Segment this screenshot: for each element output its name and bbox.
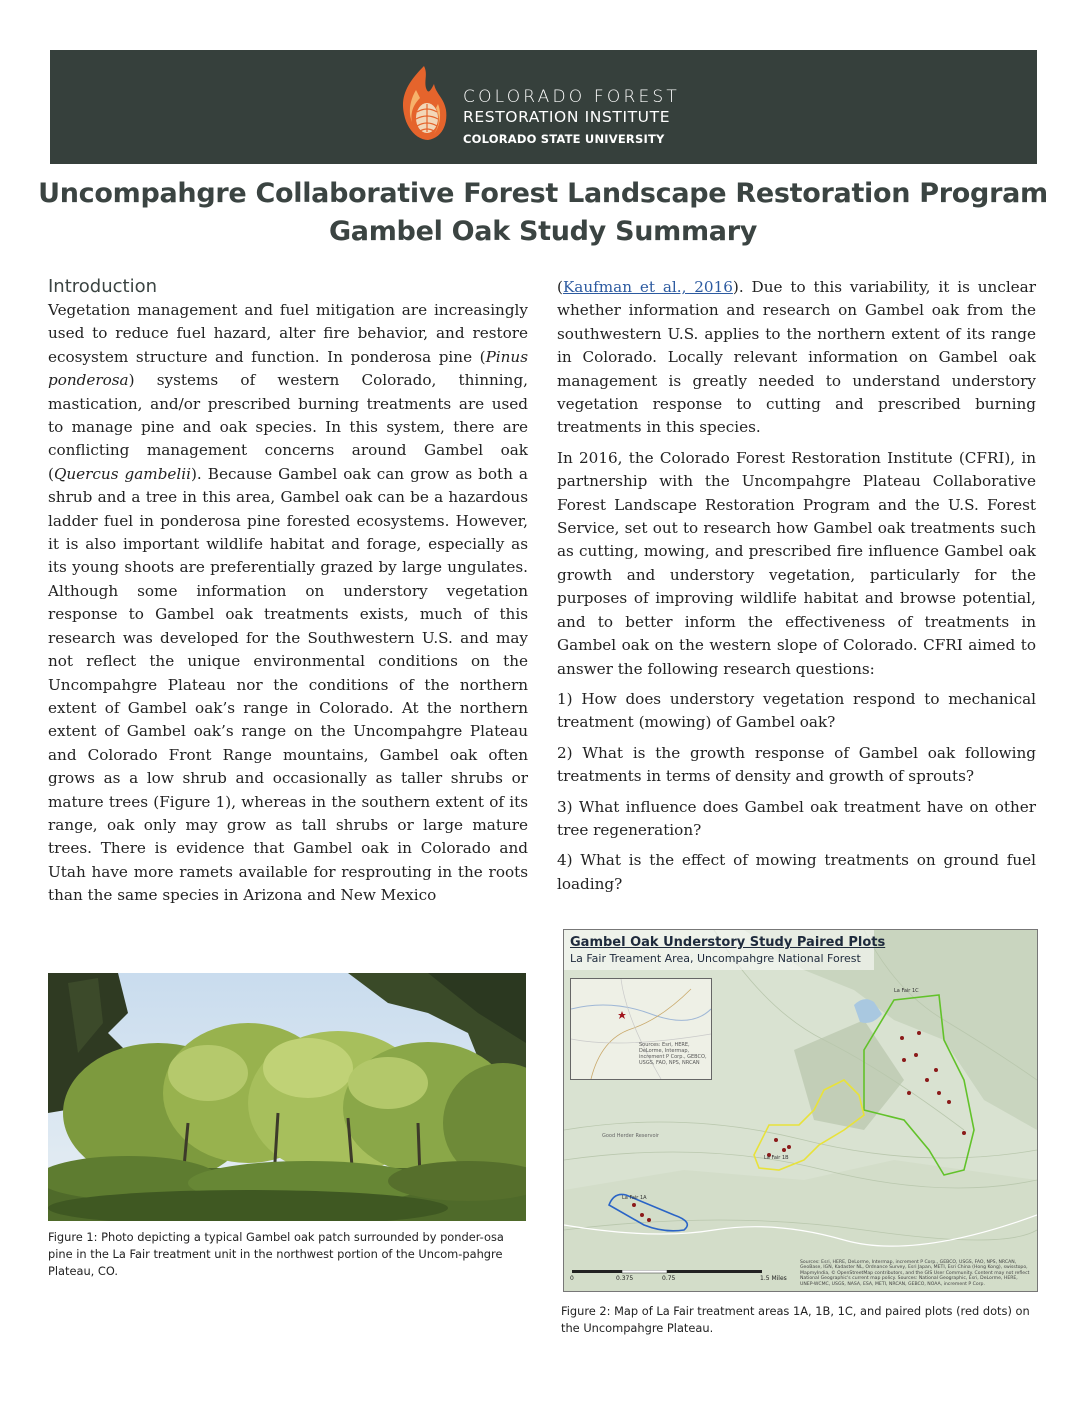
- intro-text-segment: ). Due to this variability, it is unclear whether information and research on Gambel oak from the southwestern U.S. applies to the northern extent of its range in Colorado. Locally relevant information on Gambel oak management is greatly needed to understand understory vegetation response to cutting and prescribed burning treatments in this species.: [557, 278, 1036, 437]
- research-question-4: 4) What is the effect of mowing treatments on ground fuel loading?: [557, 851, 1036, 893]
- figure-1-caption: Figure 1: Photo depicting a typical Gambel oak patch surrounded by ponder-osa pine in the La Fair treatment unit in the northwest portion of the Uncom-pahgre Plateau, CO.: [48, 1230, 504, 1278]
- intro-paragraph-2: In 2016, the Colorado Forest Restoration Institute (CFRI), in partnership with the Uncompahgre Plateau Collaborative Forest Landscape Restoration Program and the U.S. Forest Service, set out to research how Gambel oak treatments such as cutting, mowing, and prescribed fire influence Gambel oak growth and understory vegetation, particularly for the purposes of improving wildlife habitat and browse potential, and to better inform the effectiveness of treatments in Gambel oak on the western slope of Colorado. CFRI aimed to answer the following research questions:: [557, 448, 1036, 678]
- scale-label-0: 0: [570, 1275, 574, 1282]
- scale-label-0375: 0.375: [616, 1275, 634, 1282]
- gambel-oak-photo: [48, 973, 526, 1221]
- intro-text-segment: (: [557, 278, 563, 296]
- intro-paragraph-1-continued: [557, 276, 1036, 440]
- figure-2-caption: Figure 2: Map of La Fair treatment areas 1A, 1B, 1C, and paired plots (red dots) on the Uncompahgre Plateau.: [561, 1304, 1030, 1335]
- map-scale-bar: [568, 1270, 798, 1288]
- flame-pinecone-logo-icon: [398, 64, 450, 142]
- scale-label-075: 0.75: [662, 1275, 676, 1282]
- intro-text-segment: ). Because Gambel oak can grow as both a shrub and a tree in this area, Gambel oak can be a hazardous ladder fuel in ponderosa pine forested ecosystems. However, it is also important wildlife habitat and forage, especially as its young shoots are preferentially grazed by large ungulates. Although some information on understory vegetation response to Gambel oak treatments exists, much of this research was developed for the Southwestern U.S. and may not reflect the unique environmental conditions on the Uncompahgre Plateau nor the conditions of the northern extent of Gambel oak’s range in Colorado. At the northern extent of Gambel oak’s range on the Uncompahgre Plateau and Colorado Front Range mountains, Gambel oak often grows as a low shrub and occasionally as taller shrubs or mature trees (Figure 1), whereas in the southern extent of its range, oak only may grow as tall shrubs or large mature trees. There is evidence that Gambel oak in Colorado and Utah have more ramets available for resprouting in the roots than the same species in Arizona and New Mexico: [48, 464, 528, 905]
- right-text-column: [557, 276, 1036, 903]
- map-title: Gambel Oak Understory Study Paired Plots: [570, 935, 886, 950]
- header-banner: [50, 50, 1037, 164]
- intro-paragraph-1: [48, 299, 528, 908]
- page-title: Uncompahgre Collaborative Forest Landscape Restoration Program: [38, 178, 1048, 209]
- area-label-1b: La Fair 1B: [764, 1155, 789, 1161]
- intro-text-segment: Vegetation management and fuel mitigation are increasingly used to reduce fuel hazard, alter fire behavior, and restore ecosystem structure and function. In ponderosa pine (: [48, 301, 528, 366]
- logo-text-csu: COLORADO STATE UNIVERSITY: [463, 132, 665, 146]
- inset-locator-map: [570, 978, 712, 1080]
- species-name-oak: Quercus gambelii: [53, 464, 191, 483]
- introduction-heading: Introduction: [48, 276, 158, 297]
- scale-label-miles: 1.5 Miles: [760, 1275, 787, 1282]
- research-question-1: 1) How does understory vegetation respond to mechanical treatment (mowing) of Gambel oak?: [557, 689, 1036, 732]
- area-label-1a: La Fair 1A: [622, 1195, 647, 1201]
- logo-text-colorado-forest: COLORADO FOREST: [463, 87, 681, 107]
- inset-credit: Sources: Esri, HERE, DeLorme, Intermap, increment P Corp., GEBCO, USGS, FAO, NPS, NRCAN: [639, 1042, 707, 1066]
- place-label: Good Herder Reservoir: [602, 1133, 659, 1139]
- map-credits: Sources: Esri, HERE, DeLorme, Intermap, increment P Corp., GEBCO, USGS, FAO, NPS, NRCAN, GeoBase, IGN, Kadaster NL, Ordnance Survey, Esri Japan, METI, Esri China (Hong Kong), swisstopo, MapmyIndia, © OpenStreetMap contributors, and the GIS User Community. Content may not reflect National Geographic's current map policy. Sources: National Geographic, Esri, DeLorme, HERE, UNEP-WCMC, USGS, NASA, ESA, METI, NRCAN, GEBCO, NOAA, increment P Corp.: [800, 1260, 1030, 1287]
- intro-text-segment: ) systems of western Colorado, thinning, mastication, and/or prescribed burning treatments are used to manage pine and oak species. In this system, there are conflicting management concerns around Gambel oak (: [48, 371, 528, 483]
- research-question-2: 2) What is the growth response of Gambel oak following treatments in terms of density and growth of sprouts?: [557, 743, 1036, 786]
- left-text-column: [48, 299, 528, 908]
- area-label-1c: La Fair 1C: [894, 988, 919, 994]
- logo-text-restoration-institute: RESTORATION INSTITUTE: [463, 108, 671, 126]
- research-question-3: 3) What influence does Gambel oak treatment have on other tree regeneration?: [557, 797, 1036, 839]
- map-subtitle: La Fair Treament Area, Uncompahgre National Forest: [570, 952, 861, 965]
- page-subtitle: Gambel Oak Study Summary: [328, 216, 758, 247]
- study-area-map: [563, 929, 1038, 1292]
- citation-link[interactable]: Kaufman et al., 2016: [562, 278, 733, 296]
- species-name-pine: Pinus ponderosa: [48, 347, 528, 390]
